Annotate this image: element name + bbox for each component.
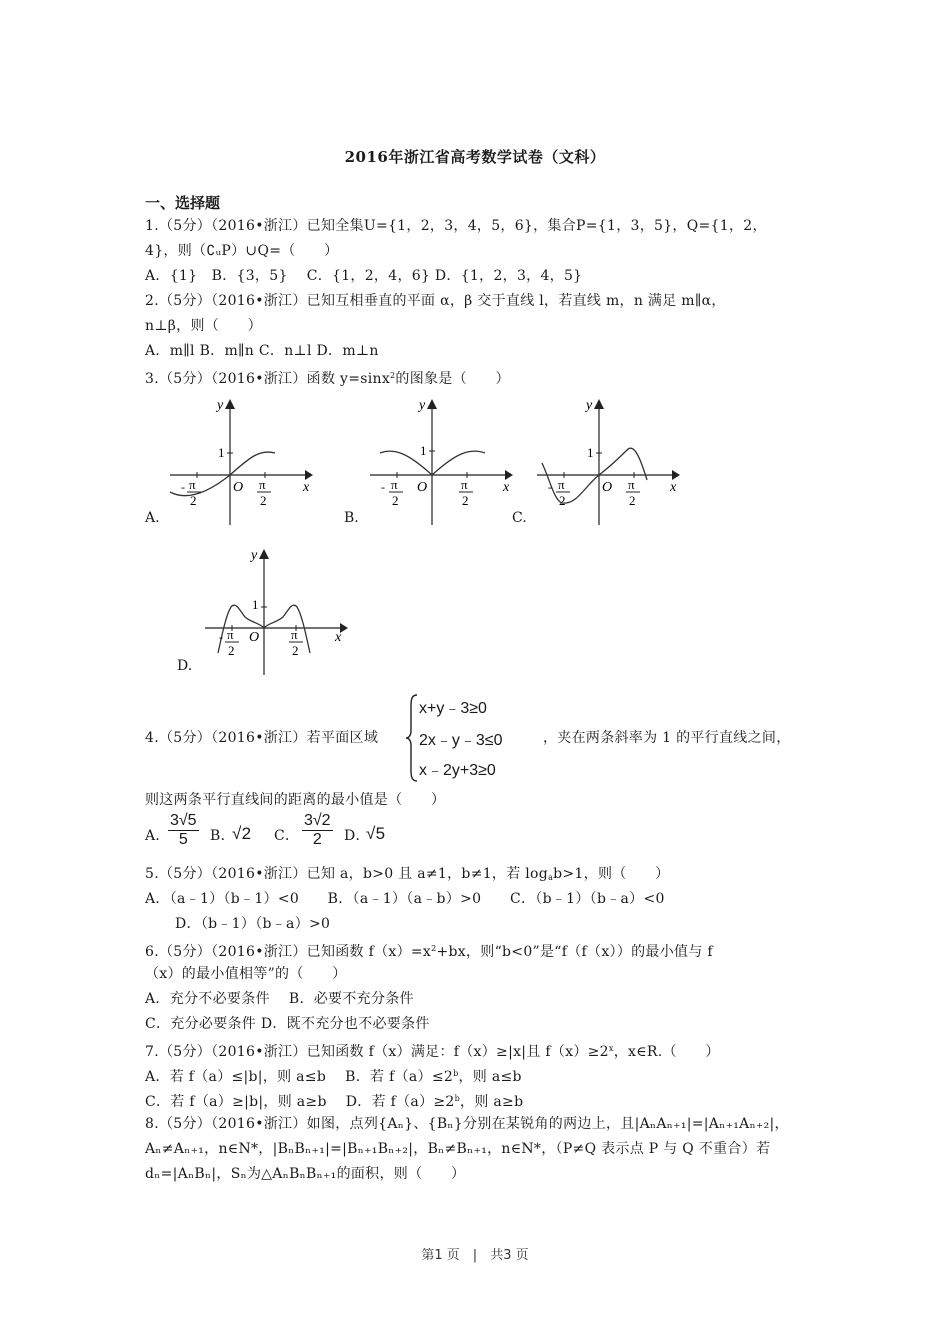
q3-stem bbox=[145, 366, 510, 389]
svg-text:O: O bbox=[417, 480, 428, 495]
q2-line1: 2.（5分）（2016•浙江）已知互相垂直的平面 α，β 交于直线 l，若直线 m，n 满足 m∥α， bbox=[145, 293, 726, 309]
svg-text:-: - bbox=[381, 480, 385, 494]
q7-option-b-a: B．若 f（a）≤2 bbox=[345, 1069, 454, 1085]
q4-option-c-den: 2 bbox=[312, 831, 322, 848]
q5-stem bbox=[145, 864, 669, 888]
q6-stem-a: 6.（5分）（2016•浙江）已知函数 f（x）=x bbox=[145, 944, 432, 960]
q5-options-line2: D．（b﹣1）（b﹣a）>0 bbox=[175, 916, 331, 932]
svg-text:-: - bbox=[219, 630, 223, 644]
svg-text:2: 2 bbox=[228, 643, 235, 658]
q4-stem-tail: ，夹在两条斜率为 1 的平行直线之间， bbox=[543, 730, 791, 746]
svg-text:y: y bbox=[251, 548, 258, 563]
q4-option-c-fraction bbox=[302, 812, 333, 849]
q6-stem bbox=[145, 939, 713, 962]
svg-text:y: y bbox=[419, 398, 426, 413]
q7-options-line1 bbox=[145, 1064, 522, 1087]
q4-option-b-label: B． bbox=[210, 828, 235, 844]
svg-text:2: 2 bbox=[292, 643, 299, 658]
q4-eq1: x+y﹣3≥0 bbox=[419, 700, 487, 717]
q4-option-a-fraction bbox=[168, 812, 199, 849]
q7-option-c: C．若 f（a）≥|b|，则 a≥b bbox=[145, 1094, 327, 1110]
q6-stem-b: +bx，则“b<0”是“f（f（x））的最小值与 f bbox=[436, 944, 713, 960]
q7-options-line2 bbox=[145, 1089, 523, 1112]
q6-options-line1: A．充分不必要条件 B．必要不充分条件 bbox=[145, 991, 414, 1007]
q4-line2: 则这两条平行直线间的距离的最小值是（ ） bbox=[145, 792, 446, 808]
svg-text:π: π bbox=[227, 627, 234, 642]
q7-option-b-sup: b bbox=[453, 1069, 459, 1078]
graph-c bbox=[532, 395, 682, 530]
svg-text:π: π bbox=[461, 477, 468, 492]
graph-d-label: D. bbox=[177, 658, 193, 674]
svg-text:x: x bbox=[670, 480, 677, 495]
q7-option-d-a: D．若 f（a）≥2 bbox=[345, 1094, 455, 1110]
svg-text:O: O bbox=[233, 480, 244, 495]
section-title: 一、选择题 bbox=[145, 194, 221, 212]
q7-option-a: A．若 f（a）≤|b|，则 a≤b bbox=[145, 1069, 327, 1085]
graph-a-label: A. bbox=[145, 510, 160, 526]
q4-option-d-label: D． bbox=[344, 828, 370, 844]
q4-eq2: 2x﹣y﹣3≤0 bbox=[419, 732, 503, 749]
svg-text:2: 2 bbox=[629, 493, 636, 508]
q5-options-line1: A．（a﹣1）（b﹣1）<0 B．（a﹣1）（a﹣b）>0 C．（b﹣1）（b﹣a）<0 bbox=[145, 891, 665, 907]
svg-text:2: 2 bbox=[462, 493, 469, 508]
q4-option-c-label: C． bbox=[274, 828, 300, 844]
svg-text:O: O bbox=[249, 630, 260, 645]
q4-inequality-system bbox=[405, 693, 545, 783]
q4-option-a-den: 5 bbox=[178, 831, 188, 848]
q5-stem-tail: b>1，则（ ） bbox=[553, 866, 670, 882]
q8-line1: 8.（5分）（2016•浙江）如图，点列{Aₙ}、{Bₙ}分别在某锐角的两边上，且|AₙAₙ₊₁|=|Aₙ₊₁Aₙ₊₂|， bbox=[145, 1116, 789, 1132]
q4-option-d-value: √5 bbox=[366, 824, 386, 843]
q4-stem-head: 4.（5分）（2016•浙江）若平面区域 bbox=[145, 730, 379, 746]
graph-b-label: B. bbox=[344, 510, 359, 526]
q4-option-a-num: 3√5 bbox=[170, 812, 197, 829]
svg-text:1: 1 bbox=[252, 597, 259, 612]
q4-option-c-num: 3√2 bbox=[304, 812, 331, 829]
svg-text:x: x bbox=[335, 630, 342, 645]
graph-a bbox=[165, 395, 315, 530]
q3-stem-sup: 2 bbox=[390, 371, 396, 380]
graph-a-y-label: y bbox=[217, 398, 224, 413]
page-footer: 第1 页 | 共3 页 bbox=[421, 1248, 529, 1263]
svg-text:-: - bbox=[181, 480, 185, 494]
q7-option-d-sup: b bbox=[454, 1094, 461, 1103]
graph-c-label: C. bbox=[512, 510, 527, 526]
q1-line1: 1.（5分）（2016•浙江）已知全集U={1，2，3，4，5，6}，集合P={1，3，5}，Q={1，2， bbox=[145, 218, 767, 234]
q5-stem-sub: a bbox=[548, 873, 554, 882]
q8-line3: dₙ=|AₙBₙ|，Sₙ为△AₙBₙBₙ₊₁的面积，则（ ） bbox=[145, 1166, 466, 1182]
svg-text:O: O bbox=[602, 480, 613, 495]
svg-text:π: π bbox=[189, 477, 196, 492]
q2-options: A．m∥l B．m∥n C．n⊥l D．m⊥n bbox=[145, 343, 379, 359]
graph-b bbox=[365, 395, 515, 530]
q3-stem-text: 3.（5分）（2016•浙江）函数 y=sinx bbox=[145, 371, 391, 387]
q8-line2: Aₙ≠Aₙ₊₁，n∈N*，|BₙBₙ₊₁|=|Bₙ₊₁Bₙ₊₂|，Bₙ≠Bₙ₊₁，n∈N*，（P≠Q 表示点 P 与 Q 不重合）若 bbox=[145, 1141, 771, 1157]
svg-text:2: 2 bbox=[559, 493, 566, 508]
q2-line2: n⊥β，则（ ） bbox=[145, 318, 262, 334]
svg-text:x: x bbox=[503, 480, 510, 495]
graph-d bbox=[200, 545, 350, 680]
q7-option-d-b: ，则 a≥b bbox=[460, 1094, 524, 1110]
svg-text:π: π bbox=[291, 627, 298, 642]
q3-stem-tail: 的图象是（ ） bbox=[395, 371, 510, 387]
svg-text:π: π bbox=[558, 477, 565, 492]
q4-option-a-label: A． bbox=[145, 828, 170, 844]
q4-option-b-value: √2 bbox=[232, 824, 252, 843]
svg-text:2: 2 bbox=[392, 493, 399, 508]
q7-option-b-b: ，则 a≤b bbox=[458, 1069, 522, 1085]
svg-text:1: 1 bbox=[218, 445, 225, 460]
q4-eq3: x﹣2y+3≥0 bbox=[419, 762, 496, 779]
svg-text:2: 2 bbox=[190, 493, 197, 508]
q7-stem-sup: x bbox=[608, 1044, 614, 1053]
q1-line2: 4}，则（∁ᵤP）∪Q=（ ） bbox=[145, 243, 339, 259]
svg-text:-: - bbox=[548, 480, 552, 494]
q7-stem-a: 7.（5分）（2016•浙江）已知函数 f（x）满足：f（x）≥|x|且 f（x）≥2 bbox=[145, 1044, 609, 1060]
svg-text:x: x bbox=[303, 480, 310, 495]
page-title: 2016年浙江省高考数学试卷（文科） bbox=[344, 148, 606, 166]
left-brace-icon bbox=[405, 693, 419, 783]
svg-text:1: 1 bbox=[587, 445, 594, 460]
svg-text:y: y bbox=[586, 398, 593, 413]
q1-options: A．{1} B．{3，5} C．{1，2，4，6} D．{1，2，3，4，5} bbox=[145, 268, 583, 284]
q7-stem bbox=[145, 1039, 720, 1062]
q7-stem-b: ，x∈R.（ ） bbox=[613, 1044, 720, 1060]
svg-text:π: π bbox=[628, 477, 635, 492]
q6-line2: （x）的最小值相等”的（ ） bbox=[145, 966, 347, 982]
q6-options-line2: C．充分必要条件 D．既不充分也不必要条件 bbox=[145, 1016, 430, 1032]
svg-text:1: 1 bbox=[420, 443, 427, 458]
q5-stem-text: 5.（5分）（2016•浙江）已知 a，b>0 且 a≠1，b≠1，若 log bbox=[145, 866, 549, 882]
svg-text:2: 2 bbox=[260, 493, 267, 508]
svg-text:π: π bbox=[259, 477, 266, 492]
q6-stem-sup: 2 bbox=[431, 944, 437, 953]
svg-text:π: π bbox=[391, 477, 398, 492]
